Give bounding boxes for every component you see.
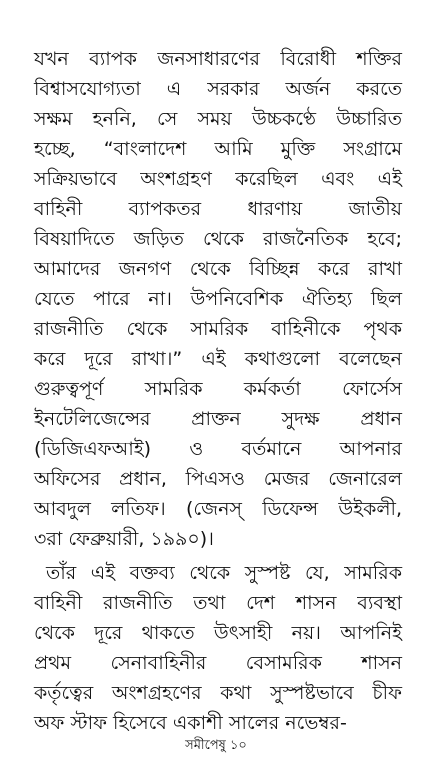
text-line: করে দূরে রাখা।” এই কথাগুলো বলেছেন [34, 348, 402, 370]
text-line: গুরুত্বপূর্ণ সামরিক কর্মকর্তা ফোর্সেস [34, 378, 402, 400]
text-line: বিশ্বাসযোগ্যতা এ সরকার অর্জন করতে [34, 78, 402, 100]
text-line: সক্ষম হননি, সে সময় উচ্চকণ্ঠে উচ্চারিত [34, 108, 402, 130]
text-line: (ডিজিএফআই) ও বর্তমানে আপনার [34, 438, 402, 460]
text-line: ৩রা ফেব্রুয়ারী, ১৯৯০)। [34, 528, 214, 550]
text-line: বাহিনী ব্যাপকতর ধারণায় জাতীয় [34, 198, 402, 220]
text-line: আমাদের জনগণ থেকে বিচ্ছিন্ন করে রাখা [34, 258, 402, 280]
text-line: সক্রিয়ভাবে অংশগ্রহণ করেছিল এবং এই [34, 168, 402, 190]
text-line: অফিসের প্রধান, পিএসও মেজর জেনারেল [34, 468, 402, 490]
page-footer: সমীপেষু ১০ [185, 738, 247, 753]
text-line: প্রথম সেনাবাহিনীর বেসামরিক শাসন [34, 652, 402, 674]
text-line: ইনটেলিজেন্সের প্রাক্তন সুদক্ষ প্রধান [34, 408, 402, 430]
text-line: কর্তৃত্বের অংশগ্রহণের কথা সুস্পষ্টভাবে চীফ [34, 682, 402, 704]
text-line: বিষয়াদিতে জড়িত থেকে রাজনৈতিক হবে; [34, 228, 402, 250]
text-line: যেতে পারে না। উপনিবেশিক ঐতিহ্য ছিল [34, 288, 402, 310]
text-line: যখন ব্যাপক জনসাধারণের বিরোধী শক্তির [34, 48, 402, 70]
text-line: রাজনীতি থেকে সামরিক বাহিনীকে পৃথক [34, 318, 402, 340]
text-line: বাহিনী রাজনীতি তথা দেশ শাসন ব্যবস্থা [34, 592, 402, 614]
text-line: আবদুল লতিফ। (জেনস্ ডিফেন্স উইকলী, [34, 498, 402, 520]
text-line: অফ স্টাফ হিসেবে একাশী সালের নভেম্বর- [34, 712, 347, 734]
text-line: তাঁর এই বক্তব্য থেকে সুস্পষ্ট যে, সামরিক [46, 562, 402, 584]
text-line: হচ্ছে, “বাংলাদেশ আমি মুক্তি সংগ্রামে [34, 138, 402, 160]
text-line: থেকে দূরে থাকতে উৎসাহী নয়। আপনিই [34, 622, 402, 644]
